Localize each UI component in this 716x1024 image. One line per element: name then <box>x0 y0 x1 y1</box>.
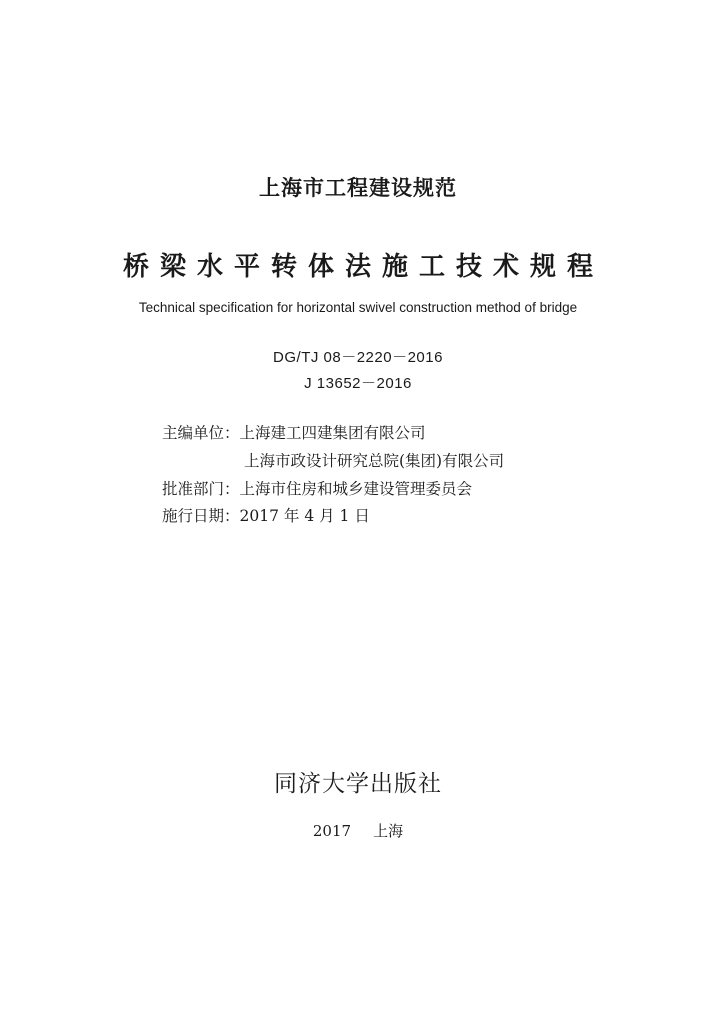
approval-department-label: 批准部门： <box>162 480 240 498</box>
publisher-name: 同济大学出版社 <box>274 771 442 797</box>
series-title: 上海市工程建设规范 <box>259 176 457 200</box>
document-title: 桥梁水平转体法施工技术规程 <box>122 252 604 282</box>
english-title: Technical specification for horizontal swivel construction method of bridge <box>138 300 578 315</box>
standard-code: DG/TJ 08－2220－2016 <box>273 349 443 366</box>
effective-date-line <box>162 504 370 526</box>
effective-date-label: 施行日期： <box>162 507 240 525</box>
editor-unit-2: 上海市政设计研究总院(集团)有限公司 <box>244 452 505 470</box>
editor-unit-label: 主编单位： <box>162 424 240 442</box>
effective-date: 2017 年 4 月 1 日 <box>239 507 370 525</box>
record-code: J 13652－2016 <box>304 375 412 392</box>
editor-unit-line-2 <box>244 449 504 471</box>
approval-department: 上海市住房和城乡建设管理委员会 <box>239 480 473 498</box>
publication-year: 2017 <box>312 822 352 840</box>
publication-city: 上海 <box>373 822 404 840</box>
editor-unit-line <box>162 421 426 443</box>
publication-line <box>0 820 716 841</box>
approval-department-line <box>162 477 472 499</box>
editor-unit-1: 上海建工四建集团有限公司 <box>239 424 426 442</box>
